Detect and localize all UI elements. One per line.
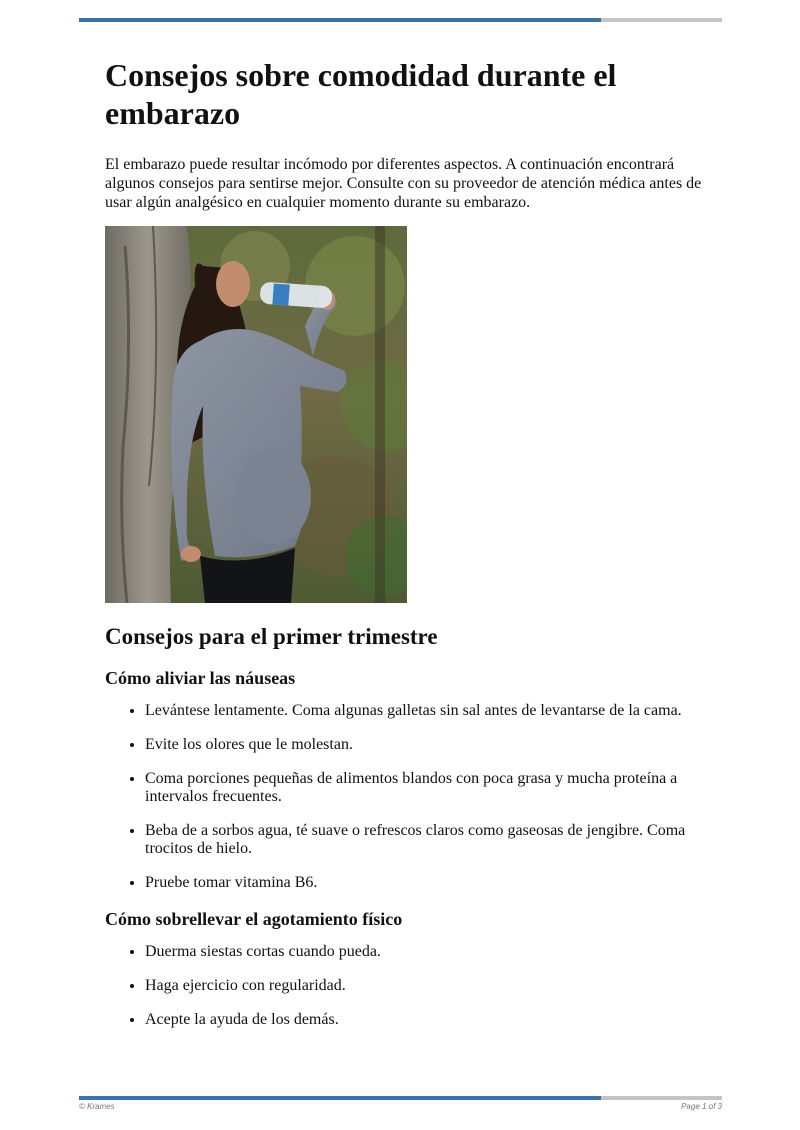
top-rule	[79, 18, 722, 22]
pregnant-woman-drinking-water-photo	[105, 226, 407, 603]
fatigue-tips-list	[105, 943, 705, 1029]
top-rule-accent	[79, 18, 601, 22]
subheading-fatigue: Cómo sobrellevar el agotamiento físico	[105, 909, 403, 929]
list-item: • Duerma siestas cortas cuando pueda.	[145, 943, 705, 961]
footer-page-number: Page 1 of 3	[681, 1102, 722, 1111]
list-item: • Beba de a sorbos agua, té suave o refrescos claros como gaseosas de jengibre. Coma trocitos de hielo.	[145, 822, 705, 858]
list-item: • Acepte la ayuda de los demás.	[145, 1011, 705, 1029]
list-item: • Evite los olores que le molestan.	[145, 736, 705, 754]
section-heading-first-trimester: Consejos para el primer trimestre	[105, 624, 438, 649]
page-title: Consejos sobre comodidad durante el embarazo	[105, 57, 617, 131]
bottom-rule-accent	[79, 1096, 601, 1100]
bottom-rule	[79, 1096, 722, 1100]
list-item: • Haga ejercicio con regularidad.	[145, 977, 705, 995]
footer-copyright: © Krames	[79, 1102, 115, 1111]
nausea-tips-list	[105, 702, 705, 892]
document-body	[105, 56, 705, 1045]
top-rule-gray	[601, 18, 722, 22]
list-item: • Levántese lentamente. Coma algunas galletas sin sal antes de levantarse de la cama.	[145, 702, 705, 720]
subheading-nausea: Cómo aliviar las náuseas	[105, 668, 296, 688]
intro-paragraph: El embarazo puede resultar incómodo por diferentes aspectos. A continuación encontrará algunos consejos para sentirse mejor. Consulte con su proveedor de atención médica antes de usar algún analgésico en cualquier momento durante su embarazo.	[105, 156, 702, 211]
bottom-rule-gray	[601, 1096, 722, 1100]
list-item: • Coma porciones pequeñas de alimentos blandos con poca grasa y mucha proteína a intervalos frecuentes.	[145, 770, 705, 806]
list-item: • Pruebe tomar vitamina B6.	[145, 874, 705, 892]
